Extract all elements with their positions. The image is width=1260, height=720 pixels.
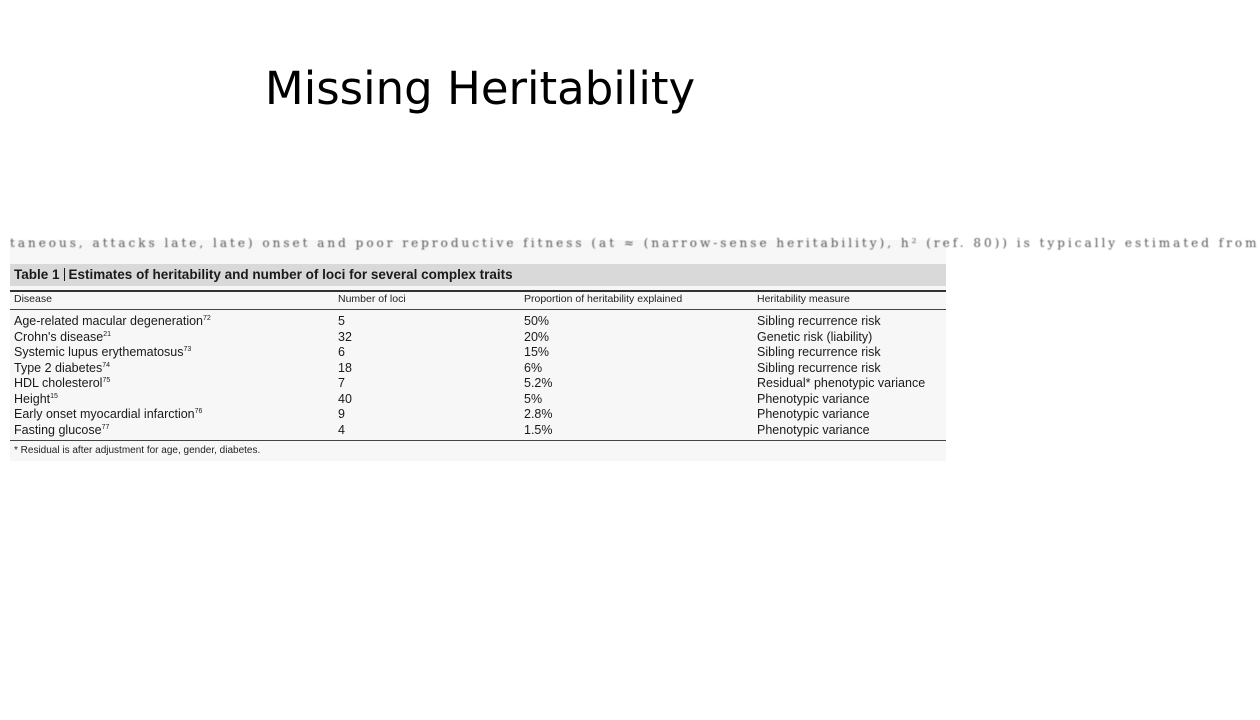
proportion-cell: 6% xyxy=(524,360,543,375)
disease-cell xyxy=(14,376,110,392)
reference-number: 75 xyxy=(102,377,111,384)
table-bottom-rule xyxy=(10,440,946,441)
table-row xyxy=(10,345,946,361)
measure-cell: Genetic risk (liability) xyxy=(757,329,873,344)
column-header-measure: Heritability measure xyxy=(757,293,850,305)
loci-cell: 9 xyxy=(338,407,345,421)
reference-number: 74 xyxy=(102,361,111,369)
disease-cell xyxy=(14,330,111,346)
disease-cell xyxy=(14,314,211,330)
proportion-cell: 20% xyxy=(524,329,550,344)
reference-number: 72 xyxy=(203,315,211,322)
table-row xyxy=(10,376,946,392)
column-header-disease: Disease xyxy=(14,293,52,305)
column-header-loci: Number of loci xyxy=(338,293,406,305)
slide-title: Missing Heritability xyxy=(264,62,696,115)
measure-cell: Sibling recurrence risk xyxy=(757,345,881,359)
clipped-paragraph-text xyxy=(10,230,1260,250)
loci-cell: 4 xyxy=(338,422,345,437)
table-row xyxy=(10,314,946,330)
table-row xyxy=(10,361,946,377)
reference-number: 76 xyxy=(194,408,203,415)
column-header-proportion: Proportion of heritability explained xyxy=(524,293,683,305)
clipped-paragraph-line: taneous, attacks late, late) onset and poor reproductive fitness (at ≈ (narrow-sense heritability), h² (ref. 80)) is typically estimated from xyxy=(10,236,1260,250)
disease-name: Fasting glucose xyxy=(14,422,102,437)
table-top-rule xyxy=(10,290,946,292)
disease-name: Crohn's disease xyxy=(14,329,104,344)
proportion-cell: 50% xyxy=(524,314,550,328)
measure-cell: Residual* phenotypic variance xyxy=(757,376,926,390)
reference-number: 15 xyxy=(50,392,58,400)
measure-cell: Phenotypic variance xyxy=(757,407,870,421)
table-footnote: * Residual is after adjustment for age, gender, diabetes. xyxy=(14,445,261,456)
table-row xyxy=(10,407,946,423)
loci-cell: 7 xyxy=(338,376,345,390)
disease-name: Age-related macular degeneration xyxy=(14,314,204,328)
measure-cell: Sibling recurrence risk xyxy=(757,314,881,328)
table-caption-bar xyxy=(10,264,946,286)
reference-number: 77 xyxy=(101,423,110,431)
table-caption: Estimates of heritability and number of loci for several complex traits xyxy=(68,267,513,282)
disease-name: HDL cholesterol xyxy=(14,376,103,390)
disease-name: Height xyxy=(14,391,51,406)
table-row xyxy=(10,423,946,439)
proportion-cell: 15% xyxy=(524,345,550,359)
measure-cell: Sibling recurrence risk xyxy=(757,360,881,375)
caption-separator xyxy=(64,268,65,281)
loci-cell: 18 xyxy=(338,360,352,375)
table-column-headers xyxy=(10,293,946,308)
proportion-cell: 1.5% xyxy=(524,422,553,437)
reference-number: 21 xyxy=(103,330,112,338)
disease-name: Early onset myocardial infarction xyxy=(14,407,195,421)
measure-cell: Phenotypic variance xyxy=(757,391,870,406)
disease-cell xyxy=(14,407,202,423)
proportion-cell: 5% xyxy=(524,391,543,406)
proportion-cell: 5.2% xyxy=(524,376,553,390)
table-label: Table 1 xyxy=(14,267,60,282)
table-header-rule xyxy=(10,309,946,310)
heritability-table xyxy=(10,236,1260,461)
loci-cell: 6 xyxy=(338,345,345,359)
loci-cell: 5 xyxy=(338,314,345,328)
table-row xyxy=(10,330,946,346)
measure-cell: Phenotypic variance xyxy=(757,422,870,437)
disease-cell xyxy=(14,361,110,377)
loci-cell: 40 xyxy=(338,391,352,406)
table-row xyxy=(10,392,946,408)
table-body xyxy=(10,314,946,438)
loci-cell: 32 xyxy=(338,329,352,344)
disease-name: Systemic lupus erythematosus xyxy=(14,345,184,359)
proportion-cell: 2.8% xyxy=(524,407,553,421)
disease-cell xyxy=(14,423,109,439)
disease-cell xyxy=(14,392,58,408)
disease-cell xyxy=(14,345,191,361)
reference-number: 73 xyxy=(183,346,192,353)
disease-name: Type 2 diabetes xyxy=(14,360,103,375)
